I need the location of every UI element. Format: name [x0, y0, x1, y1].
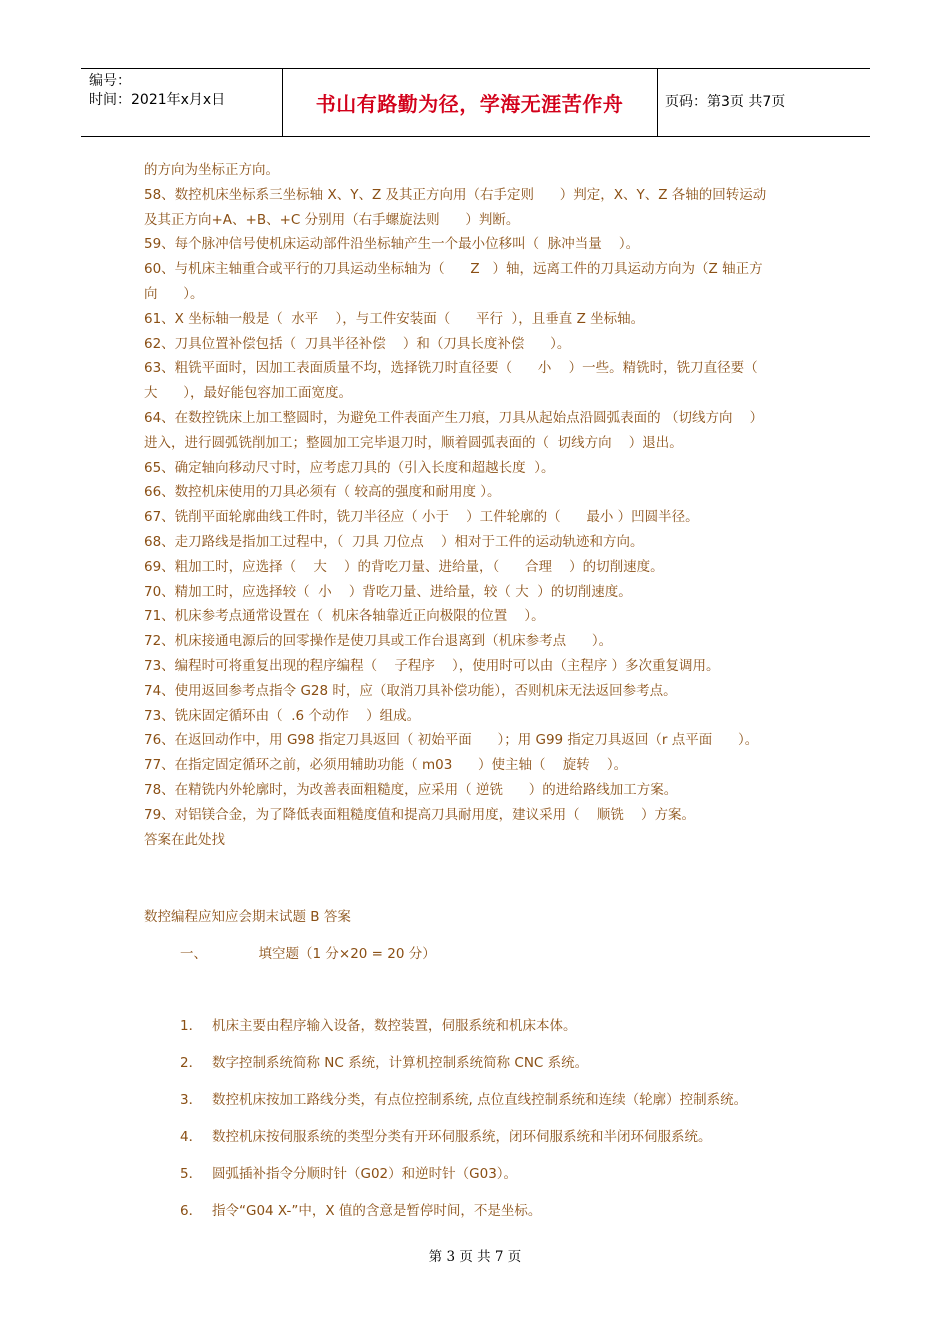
text-line: 及其正方向+A、+B、+C 分别用（右手螺旋法则 ）判断。: [144, 211, 520, 228]
item-number: 5．: [180, 1166, 203, 1182]
text-line: 74、使用返回参考点指令 G28 时，应（取消刀具补偿功能），否则机床无法返回参考点。: [144, 682, 677, 699]
question-text: [144, 158, 816, 852]
text-line: 67、铣削平面轮廓曲线工件时，铣刀半径应（ 小于 ）工件轮廓的（ 最小 ）凹圆半径。: [144, 509, 699, 526]
text-line: 59、每个脉冲信号使机床运动部件沿坐标轴产生一个最小位移叫（ 脉冲当量 ）。: [144, 236, 640, 253]
text-line: 68、走刀路线是指加工过程中，（ 刀具 刀位点 ）相对于工件的运动轨迹和方向。: [144, 533, 644, 550]
item-number: 1．: [180, 1018, 203, 1034]
list-item: [180, 1014, 820, 1051]
item-text: 数控机床按加工路线分类，有点位控制系统, 点位直线控制系统和连续（轮廓）控制系统。: [212, 1092, 748, 1108]
text-line: 66、数控机床使用的刀具必须有（ 较高的强度和耐用度 ）。: [144, 484, 501, 501]
text-line: 61、X 坐标轴一般是（ 水平 ），与工件安装面（ 平行 ），且垂直 Z 坐标轴。: [144, 310, 645, 327]
list-item: [180, 1125, 820, 1162]
answer-list: [180, 1014, 820, 1236]
text-line: 76、在返回动作中，用 G98 指定刀具返回（ 初始平面 ）；用 G99 指定刀具返回（r 点平面 ）。: [144, 732, 759, 749]
item-text: 指令“G04 X-”中，X 值的含意是暂停时间，不是坐标。: [212, 1203, 542, 1219]
item-text: 圆弧插补指令分顺时针（G02）和逆时针（G03）。: [212, 1166, 518, 1182]
text-line: 64、在数控铣床上加工整圆时，为避免工件表面产生刀痕，刀具从起始点沿圆弧表面的 （切线方向 ）: [144, 409, 764, 426]
text-line: 79、对铝镁合金，为了降低表面粗糙度值和提高刀具耐用度，建议采用（ 顺铣 ）方案。: [144, 806, 696, 823]
item-number: 3．: [180, 1092, 203, 1108]
text-line: 65、确定轴向移动尺寸时，应考虑刀具的（引入长度和超越长度 ）。: [144, 459, 555, 476]
item-text: 数控机床按伺服系统的类型分类有开环伺服系统，闭环伺服系统和半闭环伺服系统。: [212, 1129, 712, 1145]
header-page-label: 页码：第3页 共7页: [665, 94, 786, 110]
answer-hint: 答案在此处找: [144, 831, 225, 848]
text-line: 71、机床参考点通常设置在（ 机床各轴靠近正向极限的位置 ）。: [144, 608, 545, 625]
list-item: [180, 1199, 820, 1236]
list-item: [180, 1162, 820, 1199]
text-line: 73、铣床固定循环由（ .6 个动作 ）组成。: [144, 707, 421, 724]
section-heading-title: 填空题（1 分×20 = 20 分）: [258, 946, 436, 962]
item-text: 机床主要由程序输入设备，数控装置，伺服系统和机床本体。: [212, 1018, 577, 1034]
item-number: 2．: [180, 1055, 203, 1071]
section-number: 一、: [180, 946, 207, 962]
text-line: 60、与机床主轴重合或平行的刀具运动坐标轴为（ Z ）轴，远离工件的刀具运动方向为（Z 轴正方: [144, 261, 763, 278]
text-line: 58、数控机床坐标系三坐标轴 X、Y、Z 及其正方向用（右手定则 ）判定，X、Y、Z 各轴的回转运动: [144, 186, 767, 203]
header-motto: 书山有路勤为径，学海无涯苦作舟: [315, 92, 624, 116]
section-title: 数控编程应知应会期末试题 B 答案: [144, 909, 351, 925]
page-footer: 第 3 页 共 7 页: [428, 1249, 522, 1265]
item-number: 4．: [180, 1129, 203, 1145]
text-line: 大 ），最好能包容加工面宽度。: [144, 385, 352, 402]
text-line: 78、在精铣内外轮廓时，为改善表面粗糙度，应采用（ 逆铣 ）的进给路线加工方案。: [144, 781, 678, 798]
list-item: [180, 1051, 820, 1088]
doc-code-label: 编号：: [89, 73, 131, 89]
text-line: 69、粗加工时，应选择（ 大 ）的背吃刀量、进给量，（ 合理 ）的切削速度。: [144, 558, 664, 575]
text-line: 70、精加工时，应选择较（ 小 ）背吃刀量、进给量，较（ 大 ）的切削速度。: [144, 583, 632, 600]
text-line: 63、粗铣平面时，因加工表面质量不均，选择铣刀时直径要（ 小 ）一些。精铣时，铣刀直径要（: [144, 360, 758, 377]
doc-time-label: 时间：2021年x月x日: [89, 92, 226, 108]
section-heading: [180, 942, 436, 962]
text-line: 72、机床接通电源后的回零操作是使刀具或工作台退离到（机床参考点 ）。: [144, 633, 613, 650]
text-line: 73、编程时可将重复出现的程序编程（ 子程序 ），使用时可以由（主程序 ）多次重复调用。: [144, 657, 720, 674]
text-line: 62、刀具位置补偿包括（ 刀具半径补偿 ）和（刀具长度补偿 ）。: [144, 335, 571, 352]
item-number: 6．: [180, 1203, 203, 1219]
text-line: 向 ）。: [144, 285, 204, 302]
text-line: 进入，进行圆弧铣削加工；整圆加工完毕退刀时，顺着圆弧表面的（ 切线方向 ）退出。: [144, 434, 683, 451]
text-line: 的方向为坐标正方向。: [144, 162, 279, 178]
header-divider: [657, 69, 658, 136]
list-item: [180, 1088, 820, 1125]
text-line: 77、在指定固定循环之前，必须用辅助功能（ m03 ）使主轴（ 旋转 ）。: [144, 757, 628, 774]
item-text: 数字控制系统简称 NC 系统，计算机控制系统简称 CNC 系统。: [212, 1055, 589, 1071]
header-table: [81, 68, 870, 137]
